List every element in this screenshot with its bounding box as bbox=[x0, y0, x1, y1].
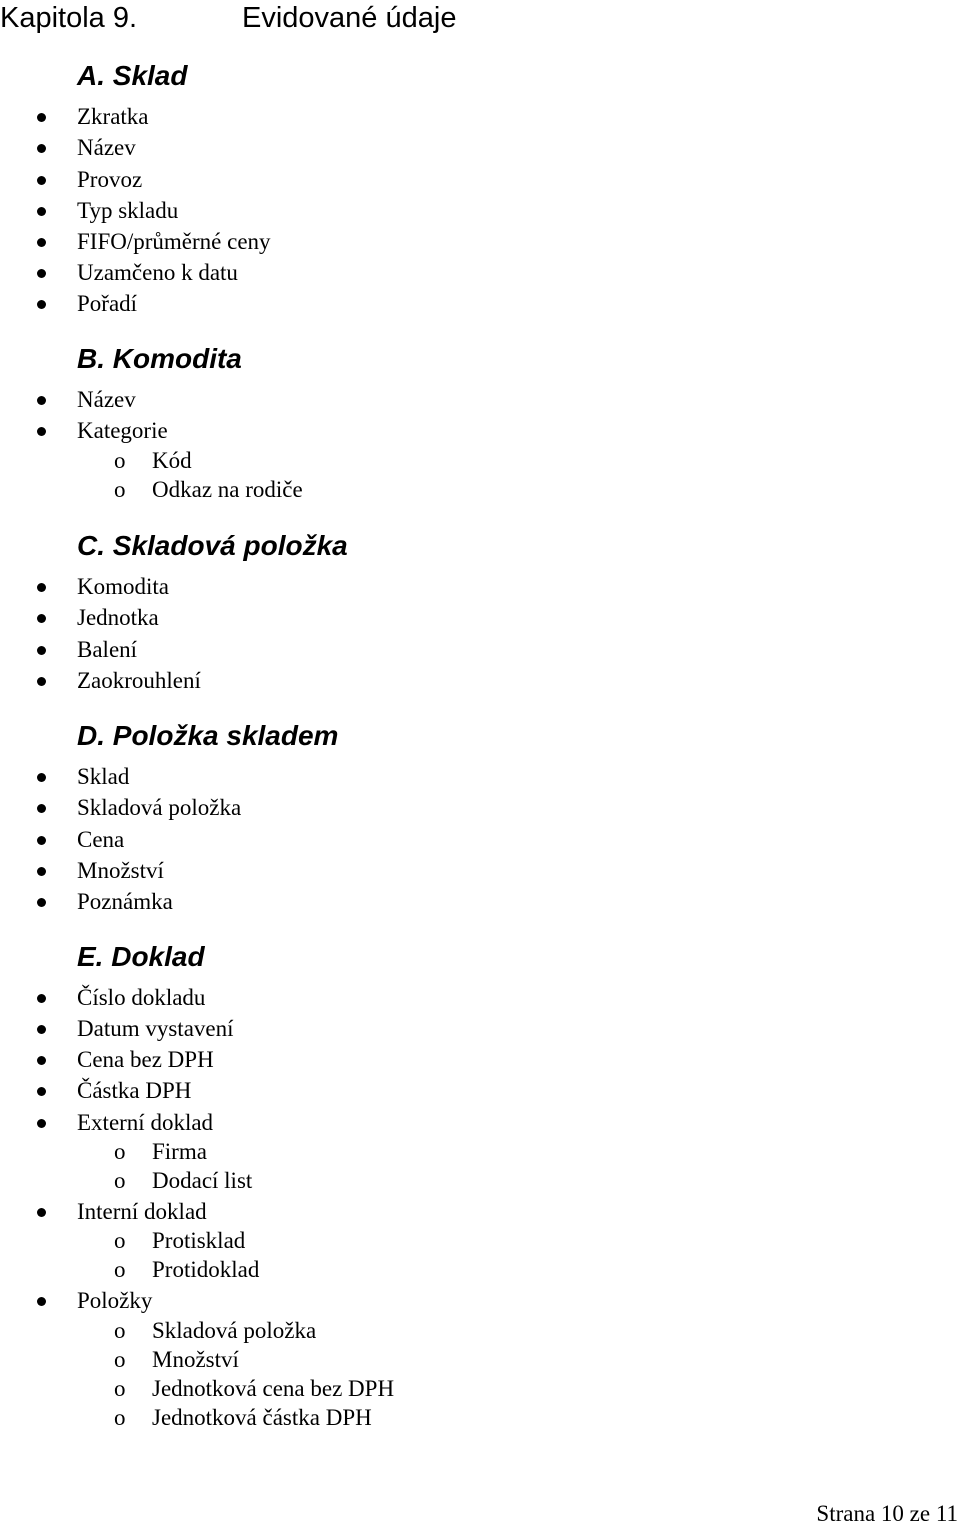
section-heading: B. Komodita bbox=[77, 343, 242, 374]
sub-item-label: Kód bbox=[152, 448, 192, 473]
section-heading: A. Sklad bbox=[77, 60, 188, 91]
circle-bullet-icon: o bbox=[114, 1228, 126, 1253]
circle-bullet-icon: o bbox=[114, 1139, 126, 1164]
item-label: Cena bez DPH bbox=[77, 1047, 214, 1072]
item-label: Skladová položka bbox=[77, 795, 242, 820]
sub-item-label: Jednotková cena bez DPH bbox=[152, 1376, 395, 1401]
item-label: Poznámka bbox=[77, 889, 173, 914]
sub-item-label: Protidoklad bbox=[152, 1257, 260, 1282]
item-label: Zaokrouhlení bbox=[77, 668, 201, 693]
bullet-icon bbox=[37, 176, 46, 185]
sub-item-label: Jednotková částka DPH bbox=[152, 1405, 372, 1430]
item-label: Cena bbox=[77, 827, 125, 852]
bullet-icon bbox=[37, 898, 46, 907]
bullet-icon bbox=[37, 804, 46, 813]
bullet-icon bbox=[37, 144, 46, 153]
circle-bullet-icon: o bbox=[114, 1318, 126, 1343]
circle-bullet-icon: o bbox=[114, 1168, 126, 1193]
bullet-icon bbox=[37, 1087, 46, 1096]
item-label: Jednotka bbox=[77, 605, 159, 630]
item-label: FIFO/průměrné ceny bbox=[77, 229, 271, 254]
circle-bullet-icon: o bbox=[114, 1405, 126, 1430]
bullet-icon bbox=[37, 207, 46, 216]
sub-item-label: Firma bbox=[152, 1139, 207, 1164]
bullet-icon bbox=[37, 269, 46, 278]
sub-item-label: Dodací list bbox=[152, 1168, 253, 1193]
item-label: Číslo dokladu bbox=[77, 985, 206, 1010]
bullet-icon bbox=[37, 614, 46, 623]
item-label: Název bbox=[77, 387, 136, 412]
item-label: Komodita bbox=[77, 574, 169, 599]
circle-bullet-icon: o bbox=[114, 1376, 126, 1401]
sub-item-label: Množství bbox=[152, 1347, 239, 1372]
item-label: Datum vystavení bbox=[77, 1016, 234, 1041]
bullet-icon bbox=[37, 1056, 46, 1065]
bullet-icon bbox=[37, 646, 46, 655]
bullet-icon bbox=[37, 113, 46, 122]
bullet-icon bbox=[37, 583, 46, 592]
sub-item-label: Protisklad bbox=[152, 1228, 246, 1253]
item-label: Kategorie bbox=[77, 418, 168, 443]
item-label: Provoz bbox=[77, 167, 143, 192]
chapter-title: Evidované údaje bbox=[242, 2, 457, 34]
circle-bullet-icon: o bbox=[114, 448, 126, 473]
item-label: Pořadí bbox=[77, 291, 138, 316]
item-label: Název bbox=[77, 135, 136, 160]
circle-bullet-icon: o bbox=[114, 1347, 126, 1372]
sub-item-label: Skladová položka bbox=[152, 1318, 317, 1343]
item-label: Částka DPH bbox=[77, 1078, 192, 1103]
page-number: Strana 10 ze 11 bbox=[816, 1501, 958, 1526]
item-label: Uzamčeno k datu bbox=[77, 260, 238, 285]
chapter-number: Kapitola 9. bbox=[0, 2, 138, 34]
item-label: Zkratka bbox=[77, 104, 149, 129]
circle-bullet-icon: o bbox=[114, 477, 126, 502]
bullet-icon bbox=[37, 836, 46, 845]
bullet-icon bbox=[37, 867, 46, 876]
bullet-icon bbox=[37, 1208, 46, 1217]
bullet-icon bbox=[37, 1297, 46, 1306]
bullet-icon bbox=[37, 1025, 46, 1034]
section-heading: D. Položka skladem bbox=[77, 720, 339, 751]
bullet-icon bbox=[37, 773, 46, 782]
item-label: Položky bbox=[77, 1288, 153, 1313]
section-heading: C. Skladová položka bbox=[77, 530, 348, 561]
item-label: Sklad bbox=[77, 764, 130, 789]
bullet-icon bbox=[37, 677, 46, 686]
item-label: Množství bbox=[77, 858, 164, 883]
bullet-icon bbox=[37, 427, 46, 436]
bullet-icon bbox=[37, 238, 46, 247]
circle-bullet-icon: o bbox=[114, 1257, 126, 1282]
item-label: Externí doklad bbox=[77, 1110, 214, 1135]
bullet-icon bbox=[37, 396, 46, 405]
item-label: Typ skladu bbox=[77, 198, 179, 223]
bullet-icon bbox=[37, 300, 46, 309]
item-label: Balení bbox=[77, 637, 138, 662]
sub-item-label: Odkaz na rodiče bbox=[152, 477, 303, 502]
item-label: Interní doklad bbox=[77, 1199, 207, 1224]
bullet-icon bbox=[37, 1119, 46, 1128]
bullet-icon bbox=[37, 994, 46, 1003]
section-heading: E. Doklad bbox=[77, 941, 205, 972]
